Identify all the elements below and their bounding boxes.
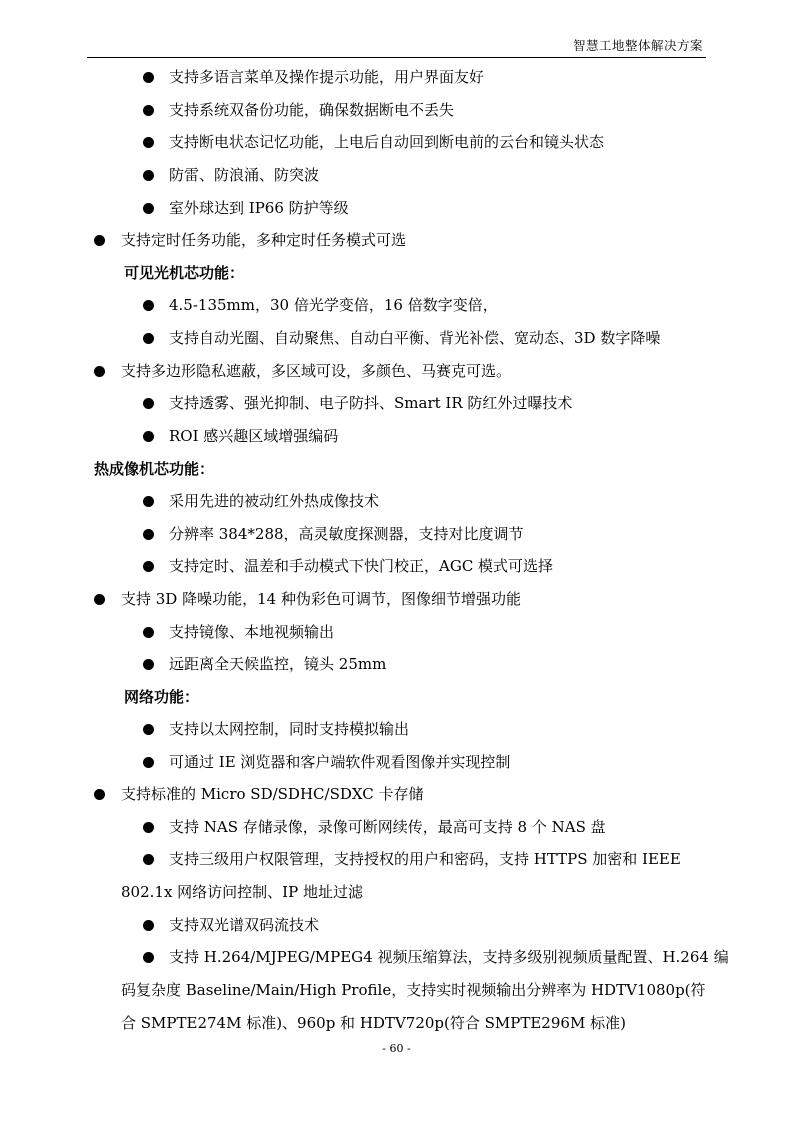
document-title: 智慧工地整体解决方案	[572, 38, 703, 53]
section-heading: 网络功能：	[124, 688, 200, 706]
list-item-continuation: 码复杂度 Baseline/Main/High Profile，支持实时视频输出分辨率为 HDTV1080p(符	[121, 981, 706, 999]
list-item: 支持 H.264/MJPEG/MPEG4 视频压缩算法，支持多级别视频质量配置、H.264 编	[169, 948, 729, 966]
list-item: 室外球达到 IP66 防护等级	[169, 199, 349, 217]
list-item: 防雷、防浪涌、防突波	[169, 166, 320, 184]
bullet-icon	[143, 137, 154, 148]
list-item: 4.5-135mm，30 倍光学变倍，16 倍数字变倍，	[169, 296, 498, 314]
bullet-icon	[143, 105, 154, 116]
bullet-icon	[143, 431, 154, 442]
list-item: 支持多边形隐私遮蔽，多区域可设，多颜色、马赛克可选。	[121, 362, 512, 380]
list-item: 支持 3D 降噪功能，14 种伪彩色可调节，图像细节增强功能	[121, 590, 521, 608]
bullet-icon	[143, 170, 154, 181]
list-item: 支持 NAS 存储录像，录像可断网续传，最高可支持 8 个 NAS 盘	[169, 818, 606, 836]
list-item: 采用先进的被动红外热成像技术	[169, 492, 380, 510]
list-item: 支持镜像、本地视频输出	[169, 623, 335, 641]
list-item: 远距离全天候监控，镜头 25mm	[169, 655, 387, 673]
list-item-continuation: 合 SMPTE274M 标准)、960p 和 HDTV720p(符合 SMPTE296M 标准)	[121, 1014, 626, 1032]
list-item: 支持定时、温差和手动模式下快门校正，AGC 模式可选择	[169, 557, 554, 575]
bullet-icon	[143, 561, 154, 572]
list-item: 可通过 IE 浏览器和客户端软件观看图像并实现控制	[169, 753, 511, 771]
bullet-icon	[94, 366, 105, 377]
bullet-icon	[94, 789, 105, 800]
bullet-icon	[143, 496, 154, 507]
list-item: 支持三级用户权限管理，支持授权的用户和密码，支持 HTTPS 加密和 IEEE	[169, 850, 681, 868]
list-item-continuation: 802.1x 网络访问控制、IP 地址过滤	[121, 883, 363, 901]
list-item: 分辨率 384*288，高灵敏度探测器，支持对比度调节	[169, 525, 524, 543]
list-item: 支持标准的 Micro SD/SDHC/SDXC 卡存储	[121, 785, 424, 803]
bullet-icon	[143, 854, 154, 865]
bullet-icon	[143, 72, 154, 83]
list-item: 支持系统双备份功能，确保数据断电不丢失	[169, 101, 455, 119]
bullet-icon	[143, 333, 154, 344]
section-heading: 可见光机芯功能：	[124, 264, 245, 282]
bullet-icon	[94, 594, 105, 605]
bullet-icon	[143, 952, 154, 963]
header-rule	[87, 57, 706, 58]
bullet-icon	[143, 822, 154, 833]
list-item: 支持透雾、强光抑制、电子防抖、Smart IR 防红外过曝技术	[169, 394, 573, 412]
list-item: 支持多语言菜单及操作提示功能，用户界面友好	[169, 68, 485, 86]
list-item: 支持自动光圈、自动聚焦、自动白平衡、背光补偿、宽动态、3D 数字降噪	[169, 329, 661, 347]
list-item: 支持以太网控制，同时支持模拟输出	[169, 720, 410, 738]
section-heading: 热成像机芯功能：	[94, 460, 215, 478]
bullet-icon	[143, 659, 154, 670]
list-item: ROI 感兴趣区域增强编码	[169, 427, 339, 445]
page-number: - 60 -	[382, 1042, 411, 1055]
bullet-icon	[143, 300, 154, 311]
bullet-icon	[143, 757, 154, 768]
list-item: 支持定时任务功能，多种定时任务模式可选	[121, 231, 407, 249]
bullet-icon	[143, 920, 154, 931]
bullet-icon	[143, 398, 154, 409]
bullet-icon	[143, 203, 154, 214]
bullet-icon	[143, 529, 154, 540]
bullet-icon	[94, 235, 105, 246]
list-item: 支持断电状态记忆功能，上电后自动回到断电前的云台和镜头状态	[169, 133, 605, 151]
bullet-icon	[143, 724, 154, 735]
bullet-icon	[143, 627, 154, 638]
list-item: 支持双光谱双码流技术	[169, 916, 320, 934]
